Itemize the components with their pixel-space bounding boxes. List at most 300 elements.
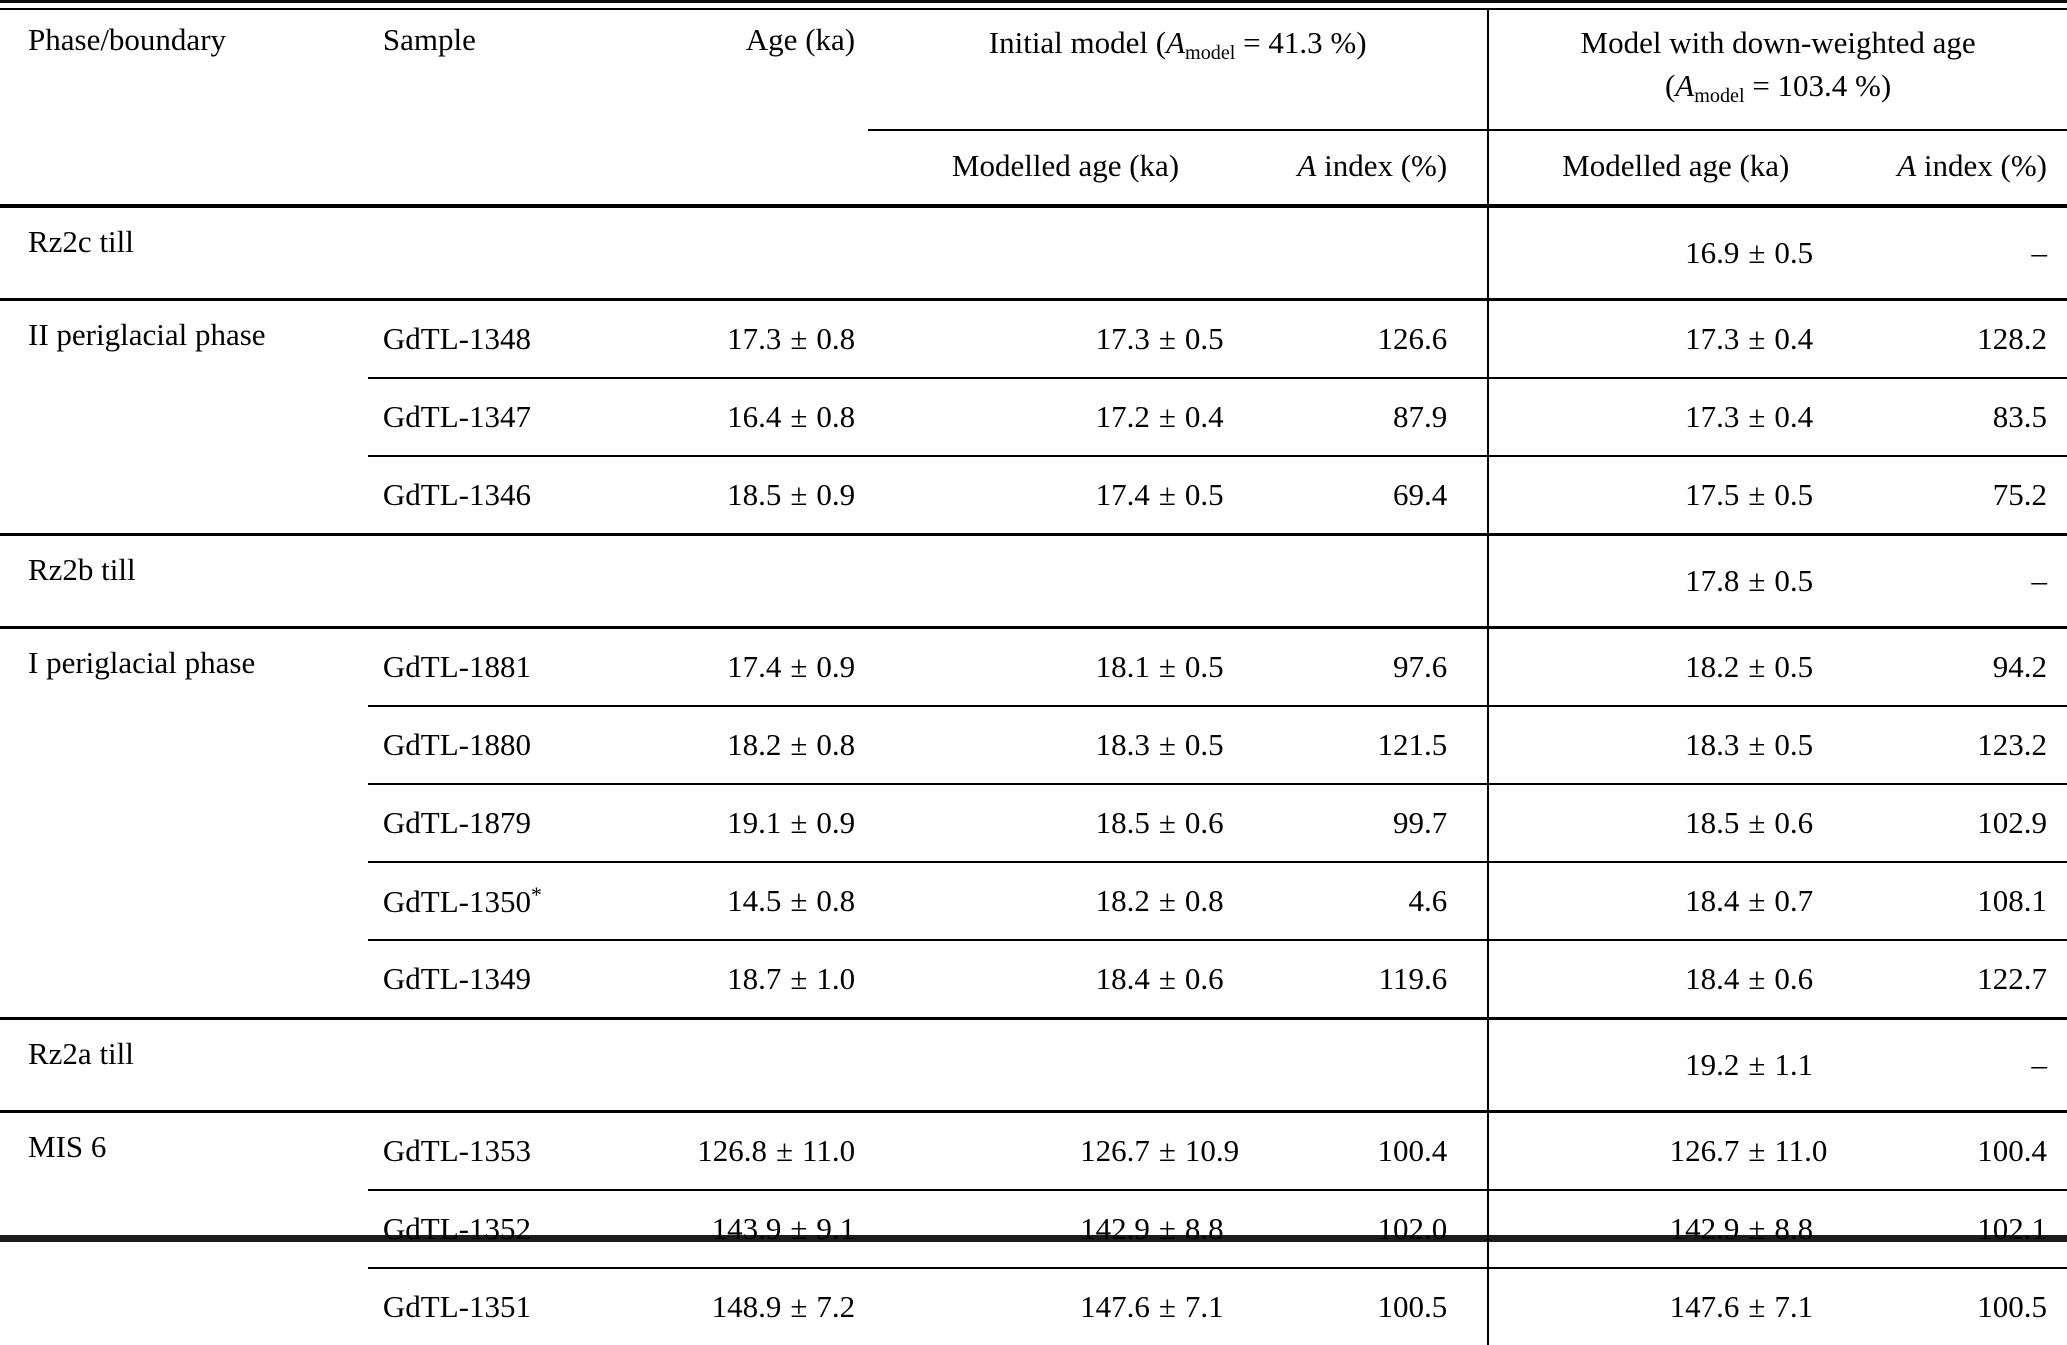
- uncertainty: 0.4: [1774, 399, 1838, 435]
- a-index-value: 69.4: [1393, 477, 1447, 512]
- value: 14.5: [727, 883, 781, 918]
- initial-model-symbol: A: [1166, 25, 1185, 60]
- cell-modelled-age-downweighted: [1488, 300, 1862, 379]
- uncertainty: 0.6: [1774, 961, 1838, 997]
- uncertainty: 10.9: [1185, 1133, 1249, 1169]
- uncertainty: 11.0: [802, 1133, 855, 1168]
- value: 17.3: [1490, 399, 1739, 435]
- cell-modelled-age-downweighted: [1488, 535, 1862, 628]
- header-downweighted-model: [1488, 9, 2067, 130]
- plus-minus-sign: ±: [1739, 961, 1774, 997]
- phase-label: Rz2a till: [28, 1036, 134, 1071]
- value: 18.7: [727, 961, 781, 996]
- cell-age: [589, 300, 868, 379]
- cell-modelled-age-downweighted: [1488, 706, 1862, 784]
- value-with-uncertainty: [869, 321, 1249, 357]
- downweighted-model-line1: Model with down-weighted age: [1490, 22, 2066, 65]
- cell-modelled-age-downweighted: [1488, 378, 1862, 456]
- cell-modelled-age-initial: [868, 1019, 1263, 1112]
- uncertainty: 0.5: [1774, 477, 1838, 513]
- value-with-uncertainty: [712, 1211, 856, 1246]
- cell-a-index-downweighted: [1862, 456, 2067, 535]
- header-modelled-age-initial: [868, 130, 1263, 206]
- a-index-value: 100.5: [1377, 1289, 1447, 1324]
- cell-a-index-downweighted: [1862, 784, 2067, 862]
- cell-a-index-downweighted: [1862, 1268, 2067, 1345]
- plus-minus-sign: ±: [1150, 961, 1185, 997]
- cell-modelled-age-initial: [868, 206, 1263, 300]
- table-header: [0, 9, 2067, 206]
- cell-sample: [368, 1112, 589, 1191]
- a-index-value: 100.4: [1377, 1133, 1447, 1168]
- cell-a-index-initial: [1263, 1268, 1488, 1345]
- cell-modelled-age-initial: [868, 1112, 1263, 1191]
- value-with-uncertainty: [1490, 1289, 1838, 1325]
- plus-minus-sign: ±: [1150, 883, 1185, 919]
- cell-age: [589, 535, 868, 628]
- cell-age: [589, 378, 868, 456]
- cell-a-index-initial: [1263, 206, 1488, 300]
- sample-id: GdTL-1349: [383, 961, 531, 996]
- plus-minus-sign: ±: [781, 399, 816, 434]
- cell-age: [589, 940, 868, 1019]
- value: 147.6: [869, 1289, 1150, 1325]
- plus-minus-sign: ±: [1150, 1289, 1185, 1325]
- value: 18.4: [869, 961, 1150, 997]
- value-with-uncertainty: [1490, 649, 1838, 685]
- cell-modelled-age-downweighted: [1488, 940, 1862, 1019]
- plus-minus-sign: ±: [1739, 1211, 1774, 1247]
- uncertainty: 0.4: [1774, 321, 1838, 357]
- value: 17.8: [1490, 563, 1739, 599]
- a-index-value: 100.4: [1977, 1133, 2047, 1168]
- modelled-age-label: Modelled age (ka): [1562, 148, 1789, 183]
- plus-minus-sign: ±: [1150, 1211, 1185, 1247]
- phase-label: MIS 6: [28, 1129, 106, 1164]
- uncertainty: 0.6: [1185, 805, 1249, 841]
- value-with-uncertainty: [1490, 399, 1838, 435]
- value-with-uncertainty: [869, 477, 1249, 513]
- cell-a-index-downweighted: [1862, 940, 2067, 1019]
- value: 18.4: [1490, 883, 1739, 919]
- a-index-value: 126.6: [1377, 321, 1447, 356]
- sample-id: GdTL-1880: [383, 727, 531, 762]
- cell-a-index-downweighted: [1862, 1019, 2067, 1112]
- uncertainty: 7.1: [1774, 1289, 1838, 1325]
- cell-a-index-initial: [1263, 1019, 1488, 1112]
- value-with-uncertainty: [727, 805, 855, 840]
- value: 19.1: [727, 805, 781, 840]
- value: 19.2: [1490, 1047, 1739, 1083]
- a-index-value: 119.6: [1379, 961, 1448, 996]
- plus-minus-sign: ±: [781, 477, 816, 512]
- plus-minus-sign: ±: [1739, 235, 1774, 271]
- value-with-uncertainty: [1490, 563, 1838, 599]
- a-index-value: 122.7: [1977, 961, 2047, 996]
- cell-a-index-downweighted: [1862, 206, 2067, 300]
- sample-id: GdTL-1348: [383, 321, 531, 356]
- sample-id: GdTL-1350: [383, 883, 531, 918]
- uncertainty: 0.5: [1774, 235, 1838, 271]
- cell-a-index-initial: [1263, 940, 1488, 1019]
- a-index-value: 128.2: [1977, 321, 2047, 356]
- cell-a-index-downweighted: [1862, 706, 2067, 784]
- cell-sample: [368, 1019, 589, 1112]
- value-with-uncertainty: [727, 477, 855, 512]
- cell-a-index-initial: [1263, 1190, 1488, 1268]
- plus-minus-sign: ±: [1739, 805, 1774, 841]
- value: 126.7: [869, 1133, 1150, 1169]
- a-index-value: 4.6: [1408, 883, 1447, 918]
- a-index-label: index (%): [1916, 148, 2047, 183]
- value: 18.4: [1490, 961, 1739, 997]
- value: 126.8: [697, 1133, 767, 1168]
- cell-sample: [368, 1268, 589, 1345]
- cell-a-index-initial: [1263, 784, 1488, 862]
- downweighted-model-text: (: [1665, 68, 1675, 103]
- value-with-uncertainty: [727, 727, 855, 762]
- cell-a-index-downweighted: [1862, 535, 2067, 628]
- uncertainty: 0.5: [1185, 321, 1249, 357]
- sample-id: GdTL-1881: [383, 649, 531, 684]
- plus-minus-sign: ±: [781, 321, 816, 356]
- value-with-uncertainty: [697, 1133, 855, 1168]
- plus-minus-sign: ±: [1739, 477, 1774, 513]
- uncertainty: 0.5: [1185, 727, 1249, 763]
- a-index-value: 102.0: [1377, 1211, 1447, 1246]
- uncertainty: 0.9: [816, 649, 855, 684]
- value: 17.3: [1490, 321, 1739, 357]
- a-index-value: 97.6: [1393, 649, 1447, 684]
- cell-modelled-age-downweighted: [1488, 784, 1862, 862]
- cell-modelled-age-initial: [868, 378, 1263, 456]
- cell-sample: [368, 784, 589, 862]
- value-with-uncertainty: [727, 399, 855, 434]
- header-sample: [368, 9, 589, 206]
- uncertainty: 0.8: [816, 883, 855, 918]
- plus-minus-sign: ±: [1739, 649, 1774, 685]
- uncertainty: 0.5: [1185, 477, 1249, 513]
- cell-age: [589, 1112, 868, 1191]
- cell-sample: [368, 1190, 589, 1268]
- table-row: [0, 1112, 2067, 1191]
- value-with-uncertainty: [1490, 235, 1838, 271]
- downweighted-model-line2: [1490, 65, 2066, 111]
- cell-modelled-age-downweighted: [1488, 1019, 1862, 1112]
- phase-label: Rz2c till: [28, 224, 134, 259]
- cell-modelled-age-initial: [868, 706, 1263, 784]
- uncertainty: 0.5: [1774, 649, 1838, 685]
- value: 17.4: [727, 649, 781, 684]
- cell-a-index-downweighted: [1862, 378, 2067, 456]
- cell-a-index-initial: [1263, 862, 1488, 940]
- value-with-uncertainty: [1490, 961, 1838, 997]
- value-with-uncertainty: [1490, 727, 1838, 763]
- cell-modelled-age-initial: [868, 628, 1263, 707]
- sample-id: GdTL-1352: [383, 1211, 531, 1246]
- cell-age: [589, 206, 868, 300]
- cell-phase: [0, 628, 368, 1019]
- cell-sample: [368, 206, 589, 300]
- plus-minus-sign: ±: [1739, 727, 1774, 763]
- cell-phase: [0, 206, 368, 300]
- value: 142.9: [869, 1211, 1150, 1247]
- uncertainty: 0.9: [816, 805, 855, 840]
- table-row: [0, 300, 2067, 379]
- uncertainty: 9.1: [816, 1211, 855, 1246]
- cell-modelled-age-downweighted: [1488, 628, 1862, 707]
- phase-label: Rz2b till: [28, 552, 136, 587]
- cell-age: [589, 1190, 868, 1268]
- value: 18.3: [1490, 727, 1739, 763]
- table-row: [0, 628, 2067, 707]
- value: 17.3: [727, 321, 781, 356]
- cell-a-index-downweighted: [1862, 628, 2067, 707]
- value-with-uncertainty: [869, 883, 1249, 919]
- cell-a-index-downweighted: [1862, 862, 2067, 940]
- value-with-uncertainty: [1490, 477, 1838, 513]
- a-index-value: 121.5: [1377, 727, 1447, 762]
- value: 18.5: [727, 477, 781, 512]
- cell-a-index-initial: [1263, 1112, 1488, 1191]
- table-row: [0, 206, 2067, 300]
- value-with-uncertainty: [869, 805, 1249, 841]
- cell-modelled-age-downweighted: [1488, 1190, 1862, 1268]
- cell-modelled-age-initial: [868, 300, 1263, 379]
- cell-phase: [0, 300, 368, 535]
- a-index-symbol: A: [1297, 148, 1316, 183]
- value: 18.3: [869, 727, 1150, 763]
- sample-id: GdTL-1346: [383, 477, 531, 512]
- cell-phase: [0, 1019, 368, 1112]
- cell-a-index-downweighted: [1862, 300, 2067, 379]
- plus-minus-sign: ±: [781, 1289, 816, 1324]
- value: 16.9: [1490, 235, 1739, 271]
- cell-sample: [368, 940, 589, 1019]
- value: 18.2: [869, 883, 1150, 919]
- value-with-uncertainty: [869, 1289, 1249, 1325]
- plus-minus-sign: ±: [781, 805, 816, 840]
- plus-minus-sign: ±: [781, 727, 816, 762]
- a-index-symbol: A: [1897, 148, 1916, 183]
- header-sample-label: Sample: [383, 22, 476, 57]
- uncertainty: 0.5: [1774, 727, 1838, 763]
- uncertainty: 0.9: [816, 477, 855, 512]
- cell-sample: [368, 378, 589, 456]
- cell-a-index-initial: [1263, 300, 1488, 379]
- table-row: [0, 535, 2067, 628]
- sample-id: GdTL-1347: [383, 399, 531, 434]
- cell-a-index-initial: [1263, 706, 1488, 784]
- uncertainty: 0.6: [1185, 961, 1249, 997]
- value: 17.4: [869, 477, 1150, 513]
- value: 18.5: [869, 805, 1150, 841]
- plus-minus-sign: ±: [1150, 727, 1185, 763]
- cell-age: [589, 1268, 868, 1345]
- header-age-label: Age (ka): [746, 22, 855, 57]
- cell-sample: [368, 535, 589, 628]
- value-with-uncertainty: [1490, 321, 1838, 357]
- plus-minus-sign: ±: [781, 1211, 816, 1246]
- plus-minus-sign: ±: [781, 961, 816, 996]
- cell-modelled-age-downweighted: [1488, 1268, 1862, 1345]
- age-model-results-table: [0, 8, 2067, 1345]
- cell-modelled-age-downweighted: [1488, 456, 1862, 535]
- plus-minus-sign: ±: [1739, 321, 1774, 357]
- cell-age: [589, 1019, 868, 1112]
- value-with-uncertainty: [727, 961, 855, 996]
- cell-modelled-age-initial: [868, 1268, 1263, 1345]
- cell-age: [589, 706, 868, 784]
- plus-minus-sign: ±: [1150, 477, 1185, 513]
- value: 143.9: [712, 1211, 782, 1246]
- cell-sample: [368, 456, 589, 535]
- a-index-value: 102.9: [1977, 805, 2047, 840]
- cell-a-index-initial: [1263, 628, 1488, 707]
- cell-modelled-age-initial: [868, 862, 1263, 940]
- uncertainty: 0.8: [816, 399, 855, 434]
- cell-modelled-age-initial: [868, 1190, 1263, 1268]
- uncertainty: 1.1: [1774, 1047, 1838, 1083]
- value-with-uncertainty: [1490, 1047, 1838, 1083]
- header-row-groups: [0, 9, 2067, 130]
- sample-footnote-marker: *: [531, 883, 542, 907]
- table-body: [0, 206, 2067, 1345]
- header-modelled-age-downweighted: [1488, 130, 1862, 206]
- a-index-value: 123.2: [1977, 727, 2047, 762]
- uncertainty: 0.8: [816, 727, 855, 762]
- value: 17.3: [869, 321, 1150, 357]
- plus-minus-sign: ±: [1739, 563, 1774, 599]
- cell-modelled-age-downweighted: [1488, 862, 1862, 940]
- uncertainty: 0.8: [1185, 883, 1249, 919]
- phase-label: I periglacial phase: [28, 645, 255, 680]
- cell-sample: [368, 862, 589, 940]
- uncertainty: 7.1: [1185, 1289, 1249, 1325]
- a-index-label: index (%): [1316, 148, 1447, 183]
- value-with-uncertainty: [1490, 1133, 1838, 1169]
- value: 18.1: [869, 649, 1150, 685]
- a-index-value: 102.1: [1977, 1211, 2047, 1246]
- cell-phase: [0, 1112, 368, 1345]
- header-phase-boundary-label: Phase/boundary: [28, 22, 226, 57]
- cell-a-index-initial: [1263, 456, 1488, 535]
- sample-id: GdTL-1879: [383, 805, 531, 840]
- initial-model-text: Initial model (: [989, 25, 1166, 60]
- sample-id: GdTL-1351: [383, 1289, 531, 1324]
- value: 148.9: [712, 1289, 782, 1324]
- plus-minus-sign: ±: [1150, 321, 1185, 357]
- cell-modelled-age-downweighted: [1488, 206, 1862, 300]
- value: 18.5: [1490, 805, 1739, 841]
- plus-minus-sign: ±: [1739, 1047, 1774, 1083]
- value-with-uncertainty: [712, 1289, 856, 1324]
- header-age: [589, 9, 868, 206]
- cell-sample: [368, 628, 589, 707]
- downweighted-model-value: = 103.4 %): [1745, 68, 1892, 103]
- cell-sample: [368, 300, 589, 379]
- a-index-value: 87.9: [1393, 399, 1447, 434]
- uncertainty: 0.7: [1774, 883, 1838, 919]
- header-phase-boundary: [0, 9, 368, 206]
- cell-a-index-initial: [1263, 378, 1488, 456]
- a-index-value: –: [2032, 235, 2048, 270]
- plus-minus-sign: ±: [781, 883, 816, 918]
- cell-modelled-age-initial: [868, 535, 1263, 628]
- a-index-value: 75.2: [1993, 477, 2047, 512]
- value-with-uncertainty: [869, 727, 1249, 763]
- uncertainty: 7.2: [816, 1289, 855, 1324]
- uncertainty: 0.4: [1185, 399, 1249, 435]
- uncertainty: 0.6: [1774, 805, 1838, 841]
- plus-minus-sign: ±: [1150, 805, 1185, 841]
- header-a-index-downweighted: [1862, 130, 2067, 206]
- cell-age: [589, 862, 868, 940]
- uncertainty: 0.8: [816, 321, 855, 356]
- table-row: [0, 1019, 2067, 1112]
- a-index-value: –: [2032, 1047, 2048, 1082]
- a-index-value: 83.5: [1993, 399, 2047, 434]
- sample-id: GdTL-1353: [383, 1133, 531, 1168]
- value: 18.2: [727, 727, 781, 762]
- value: 142.9: [1490, 1211, 1739, 1247]
- cell-modelled-age-initial: [868, 456, 1263, 535]
- value: 16.4: [727, 399, 781, 434]
- cell-modelled-age-initial: [868, 784, 1263, 862]
- value-with-uncertainty: [727, 649, 855, 684]
- header-a-index-initial: [1263, 130, 1488, 206]
- initial-model-subscript: model: [1185, 42, 1235, 64]
- cell-a-index-initial: [1263, 535, 1488, 628]
- value: 147.6: [1490, 1289, 1739, 1325]
- a-index-value: 99.7: [1393, 805, 1447, 840]
- cell-modelled-age-initial: [868, 940, 1263, 1019]
- a-index-value: –: [2032, 563, 2048, 598]
- plus-minus-sign: ±: [1150, 649, 1185, 685]
- downweighted-model-subscript: model: [1694, 85, 1744, 107]
- cell-age: [589, 784, 868, 862]
- value-with-uncertainty: [869, 649, 1249, 685]
- uncertainty: 1.0: [816, 961, 855, 996]
- value-with-uncertainty: [869, 1133, 1249, 1169]
- plus-minus-sign: ±: [1150, 1133, 1185, 1169]
- value: 17.2: [869, 399, 1150, 435]
- value: 17.5: [1490, 477, 1739, 513]
- uncertainty: 0.5: [1185, 649, 1249, 685]
- a-index-value: 94.2: [1993, 649, 2047, 684]
- value-with-uncertainty: [869, 399, 1249, 435]
- cell-a-index-downweighted: [1862, 1190, 2067, 1268]
- cell-modelled-age-downweighted: [1488, 1112, 1862, 1191]
- phase-label: II periglacial phase: [28, 317, 266, 352]
- value-with-uncertainty: [1490, 883, 1838, 919]
- plus-minus-sign: ±: [1739, 399, 1774, 435]
- value: 126.7: [1490, 1133, 1739, 1169]
- cell-phase: [0, 535, 368, 628]
- plus-minus-sign: ±: [767, 1133, 802, 1168]
- value-with-uncertainty: [869, 961, 1249, 997]
- value-with-uncertainty: [1490, 805, 1838, 841]
- value: 18.2: [1490, 649, 1739, 685]
- plus-minus-sign: ±: [1739, 1289, 1774, 1325]
- plus-minus-sign: ±: [1739, 883, 1774, 919]
- value-with-uncertainty: [727, 321, 855, 356]
- uncertainty: 11.0: [1774, 1133, 1838, 1169]
- header-initial-model: [868, 9, 1488, 130]
- a-index-value: 100.5: [1977, 1289, 2047, 1324]
- cell-a-index-downweighted: [1862, 1112, 2067, 1191]
- value-with-uncertainty: [727, 883, 855, 918]
